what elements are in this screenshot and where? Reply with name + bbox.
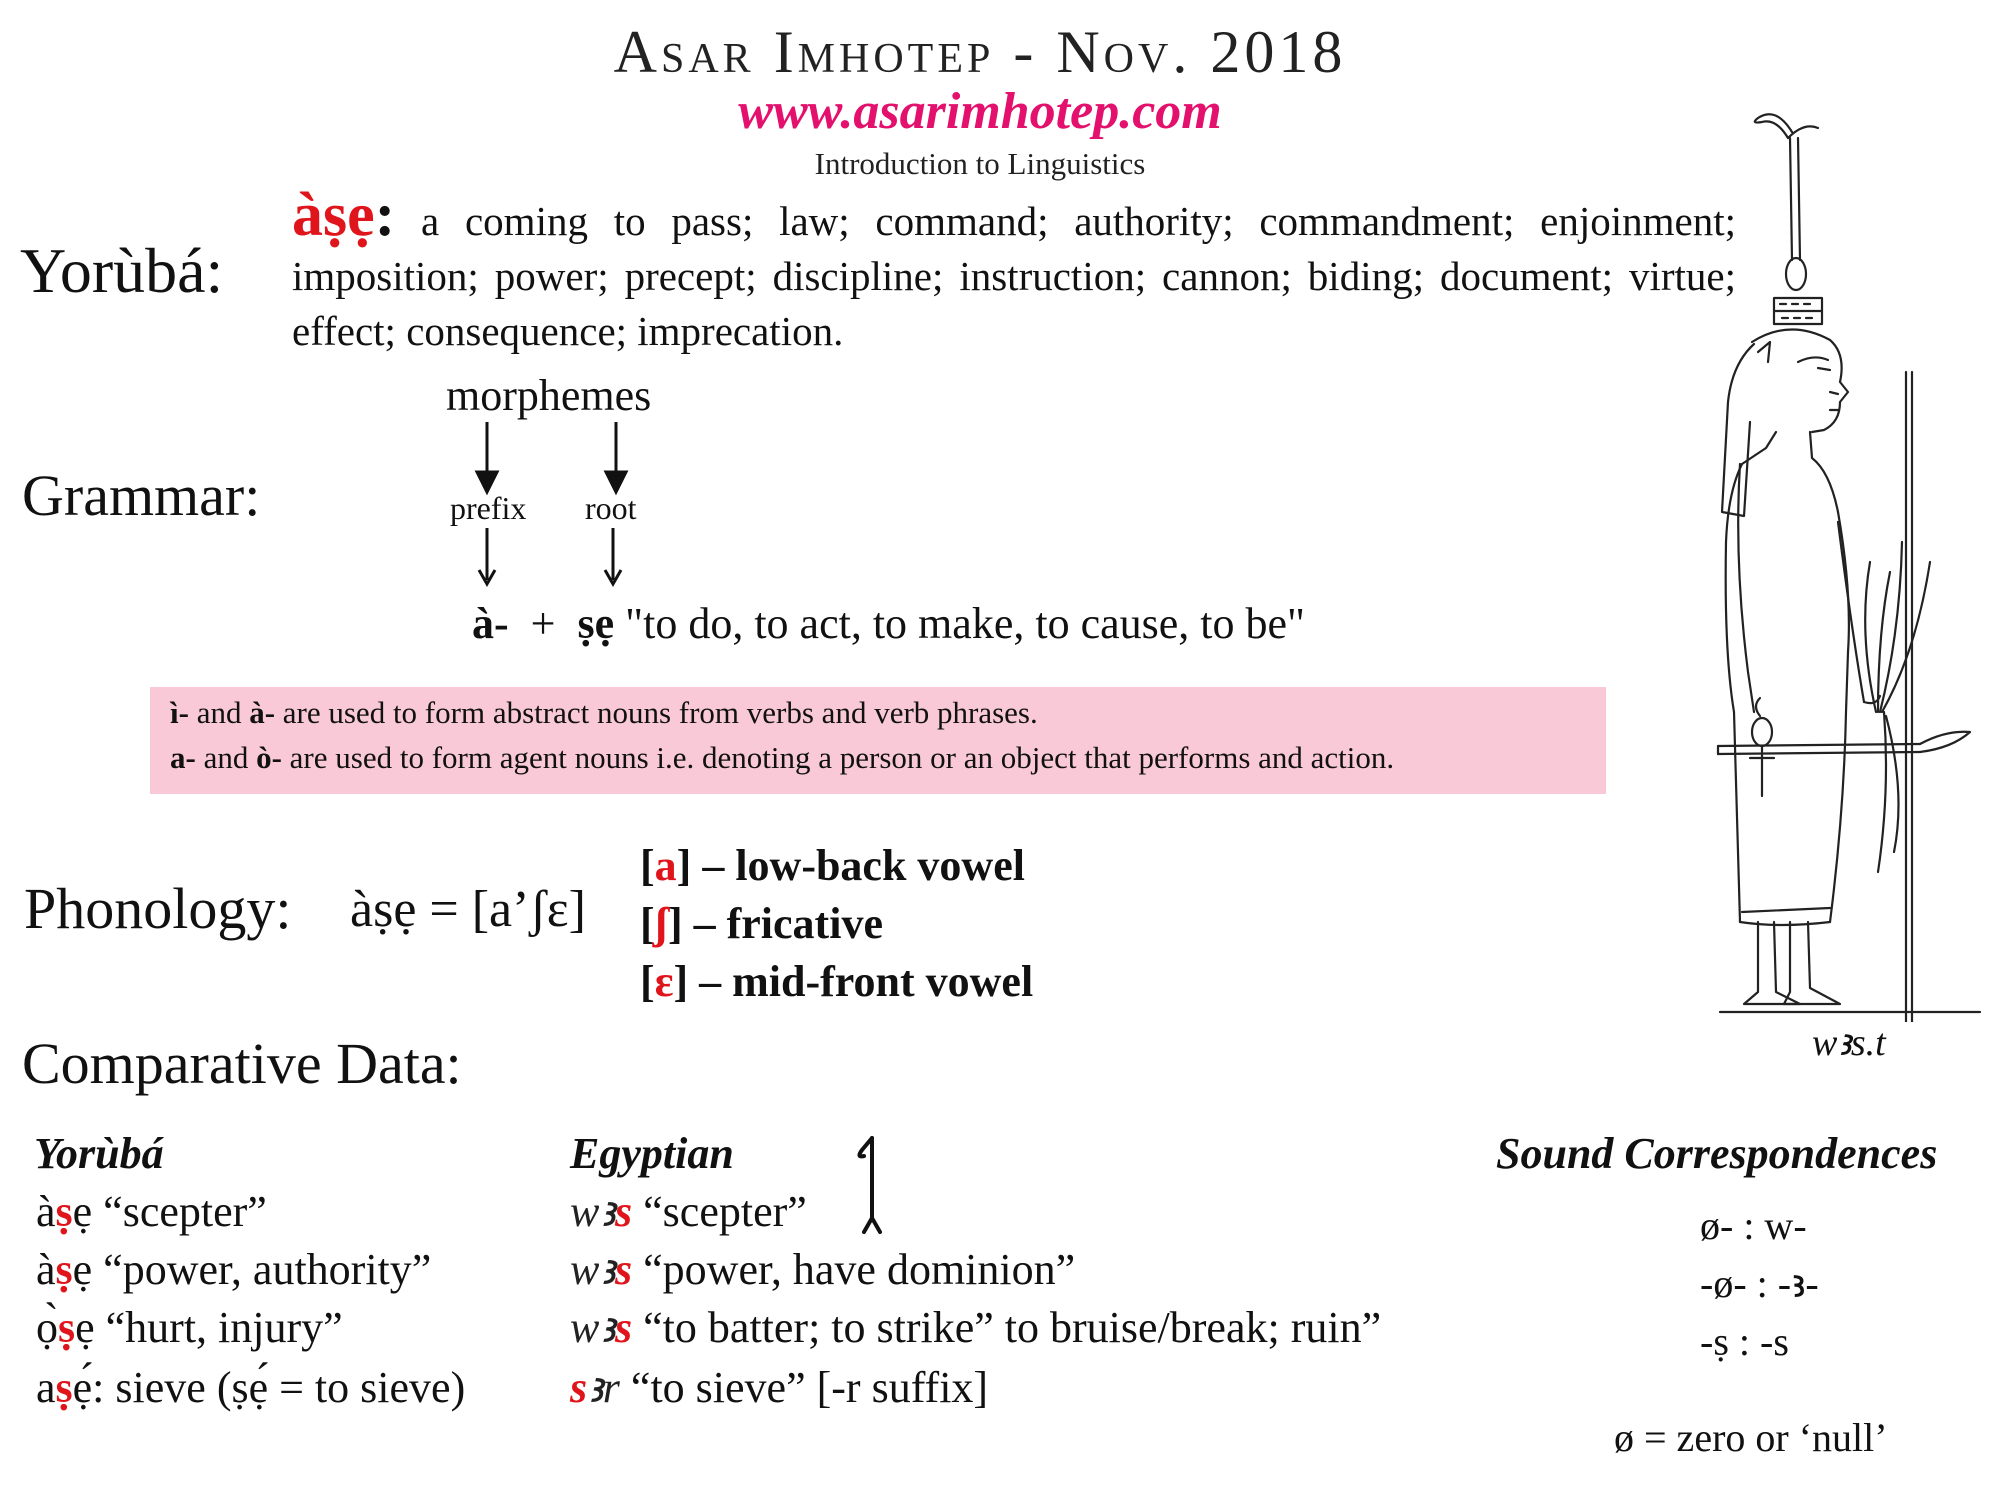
figure-caption: wꜣs.t xyxy=(1812,1022,1886,1064)
bracket: ] xyxy=(667,899,683,948)
yoruba-row xyxy=(36,1302,343,1353)
root-gloss: "to do, to act, to make, to cause, to be" xyxy=(625,599,1305,648)
phon-item xyxy=(640,956,1033,1007)
word-part: w xyxy=(570,1187,600,1236)
word-part: ꜣ xyxy=(599,1245,616,1294)
bracket: ] xyxy=(673,957,689,1006)
note-box xyxy=(150,687,1606,794)
yoruba-section-label: Yorùbá: xyxy=(20,235,224,306)
prefix-morpheme: à- xyxy=(472,599,509,648)
correspondence-row: ø- : w- xyxy=(1700,1203,1807,1248)
root-label: root xyxy=(585,490,637,526)
word-part: w xyxy=(570,1303,600,1352)
morphemes-label: morphemes xyxy=(446,371,652,420)
root-morpheme: ṣẹ xyxy=(577,599,615,648)
column-header-sound-correspondences: Sound Correspondences xyxy=(1496,1129,1938,1178)
egyptian-row xyxy=(570,1244,1075,1295)
arrow-down-icon xyxy=(479,528,495,584)
affix-o: ò- xyxy=(256,740,282,775)
phon-description: – mid-front vowel xyxy=(688,957,1034,1006)
page-subtitle: Introduction to Linguistics xyxy=(814,146,1146,181)
word-gloss: ẹ “power, authority” xyxy=(72,1245,432,1294)
highlighted-consonant: ṣ xyxy=(58,1303,76,1352)
note-line-2 xyxy=(170,740,1394,776)
ipa-symbol: ɛ xyxy=(654,957,674,1006)
yoruba-row xyxy=(36,1244,431,1295)
yoruba-row xyxy=(36,1186,267,1237)
morpheme-formula xyxy=(472,598,1305,649)
arrow-down-icon xyxy=(606,422,626,492)
bracket: [ xyxy=(640,841,655,890)
affix-a-agent: a- xyxy=(170,740,196,775)
word-gloss: “power, have dominion” xyxy=(632,1245,1076,1294)
yoruba-definition-block xyxy=(292,181,1736,359)
correspondence-row: -ø- : -ꜣ- xyxy=(1700,1261,1819,1306)
affix-a: à- xyxy=(249,695,276,730)
note-line-1 xyxy=(170,695,1038,731)
arrow-down-icon xyxy=(477,422,497,492)
word-gloss: “to batter; to strike” to bruise/break; ruin” xyxy=(632,1303,1382,1352)
word-part: ꜣ xyxy=(599,1187,616,1236)
phon-item xyxy=(640,898,883,949)
website-url: www.asarimhotep.com xyxy=(738,83,1222,140)
word-part: a xyxy=(36,1363,56,1412)
null-footnote: ø = zero or ‘null’ xyxy=(1614,1415,1888,1460)
arrow-down-icon xyxy=(605,528,621,584)
phon-item xyxy=(640,840,1025,891)
was-scepter-hieroglyph-icon xyxy=(850,1132,894,1236)
ipa-symbol: a xyxy=(654,841,677,890)
word-part: à xyxy=(36,1187,56,1236)
word-part: ꜣ xyxy=(599,1303,616,1352)
word-part: ọ̀ xyxy=(36,1303,58,1352)
note-text: are used to form agent nouns i.e. denoting a person or an object that performs and action. xyxy=(281,740,1395,775)
note-text: are used to form abstract nouns from verbs and verb phrases. xyxy=(275,695,1038,730)
word-part: ꜣr xyxy=(587,1363,620,1412)
highlighted-consonant: ṣ xyxy=(55,1187,73,1236)
prefix-label: prefix xyxy=(450,490,527,526)
highlighted-consonant: s xyxy=(615,1187,633,1236)
highlighted-consonant: ṣ xyxy=(55,1363,73,1412)
highlighted-consonant: ṣ xyxy=(55,1245,73,1294)
word-part: à xyxy=(36,1245,56,1294)
egyptian-row xyxy=(570,1362,988,1413)
page-title: Asar Imhotep - Nov. 2018 xyxy=(613,19,1347,85)
yoruba-row xyxy=(36,1362,465,1413)
column-header-yoruba: Yorùbá xyxy=(34,1129,164,1178)
word-part: w xyxy=(570,1245,600,1294)
phon-description: – low-back vowel xyxy=(691,841,1025,890)
correspondence-row: -ṣ : -s xyxy=(1700,1319,1789,1364)
egyptian-row xyxy=(570,1186,807,1237)
egyptian-row xyxy=(570,1302,1381,1353)
word-gloss: ẹ “hurt, injury” xyxy=(75,1303,343,1352)
note-text: and xyxy=(188,695,250,730)
word-gloss: ẹ “scepter” xyxy=(72,1187,267,1236)
egyptian-goddess-figure-icon xyxy=(1680,92,2000,1022)
column-header-egyptian: Egyptian xyxy=(570,1129,734,1178)
plus-sign: + xyxy=(530,599,556,648)
highlighted-consonant: s xyxy=(615,1245,633,1294)
phon-description: – fricative xyxy=(682,899,883,948)
ipa-symbol: ʃ xyxy=(654,899,668,948)
highlighted-consonant: s xyxy=(570,1363,588,1412)
highlighted-consonant: s xyxy=(615,1303,633,1352)
headword-colon: : xyxy=(374,181,396,249)
word-gloss: “to sieve” [-r suffix] xyxy=(619,1363,989,1412)
note-text: and xyxy=(195,740,257,775)
definition-text: a coming to pass; law; command; authority; commandment; enjoinment; imposition; power; precept; discipline; instruction; cannon; biding; document; virtue; effect; consequence; imprecation. xyxy=(292,198,1736,354)
word-gloss: ẹ́: sieve (ṣẹ́ = to sieve) xyxy=(72,1363,466,1412)
grammar-section-label: Grammar: xyxy=(22,463,261,528)
headword: àṣẹ xyxy=(292,181,375,249)
affix-i: ì- xyxy=(170,695,189,730)
comparative-section-label: Comparative Data: xyxy=(22,1031,462,1096)
bracket: [ xyxy=(640,899,655,948)
phonology-section-label: Phonology: xyxy=(24,876,292,941)
bracket: [ xyxy=(640,957,655,1006)
phonology-equation: àṣẹ = [a’ʃɛ] xyxy=(350,881,586,938)
bracket: ] xyxy=(676,841,692,890)
word-gloss: “scepter” xyxy=(632,1187,807,1236)
